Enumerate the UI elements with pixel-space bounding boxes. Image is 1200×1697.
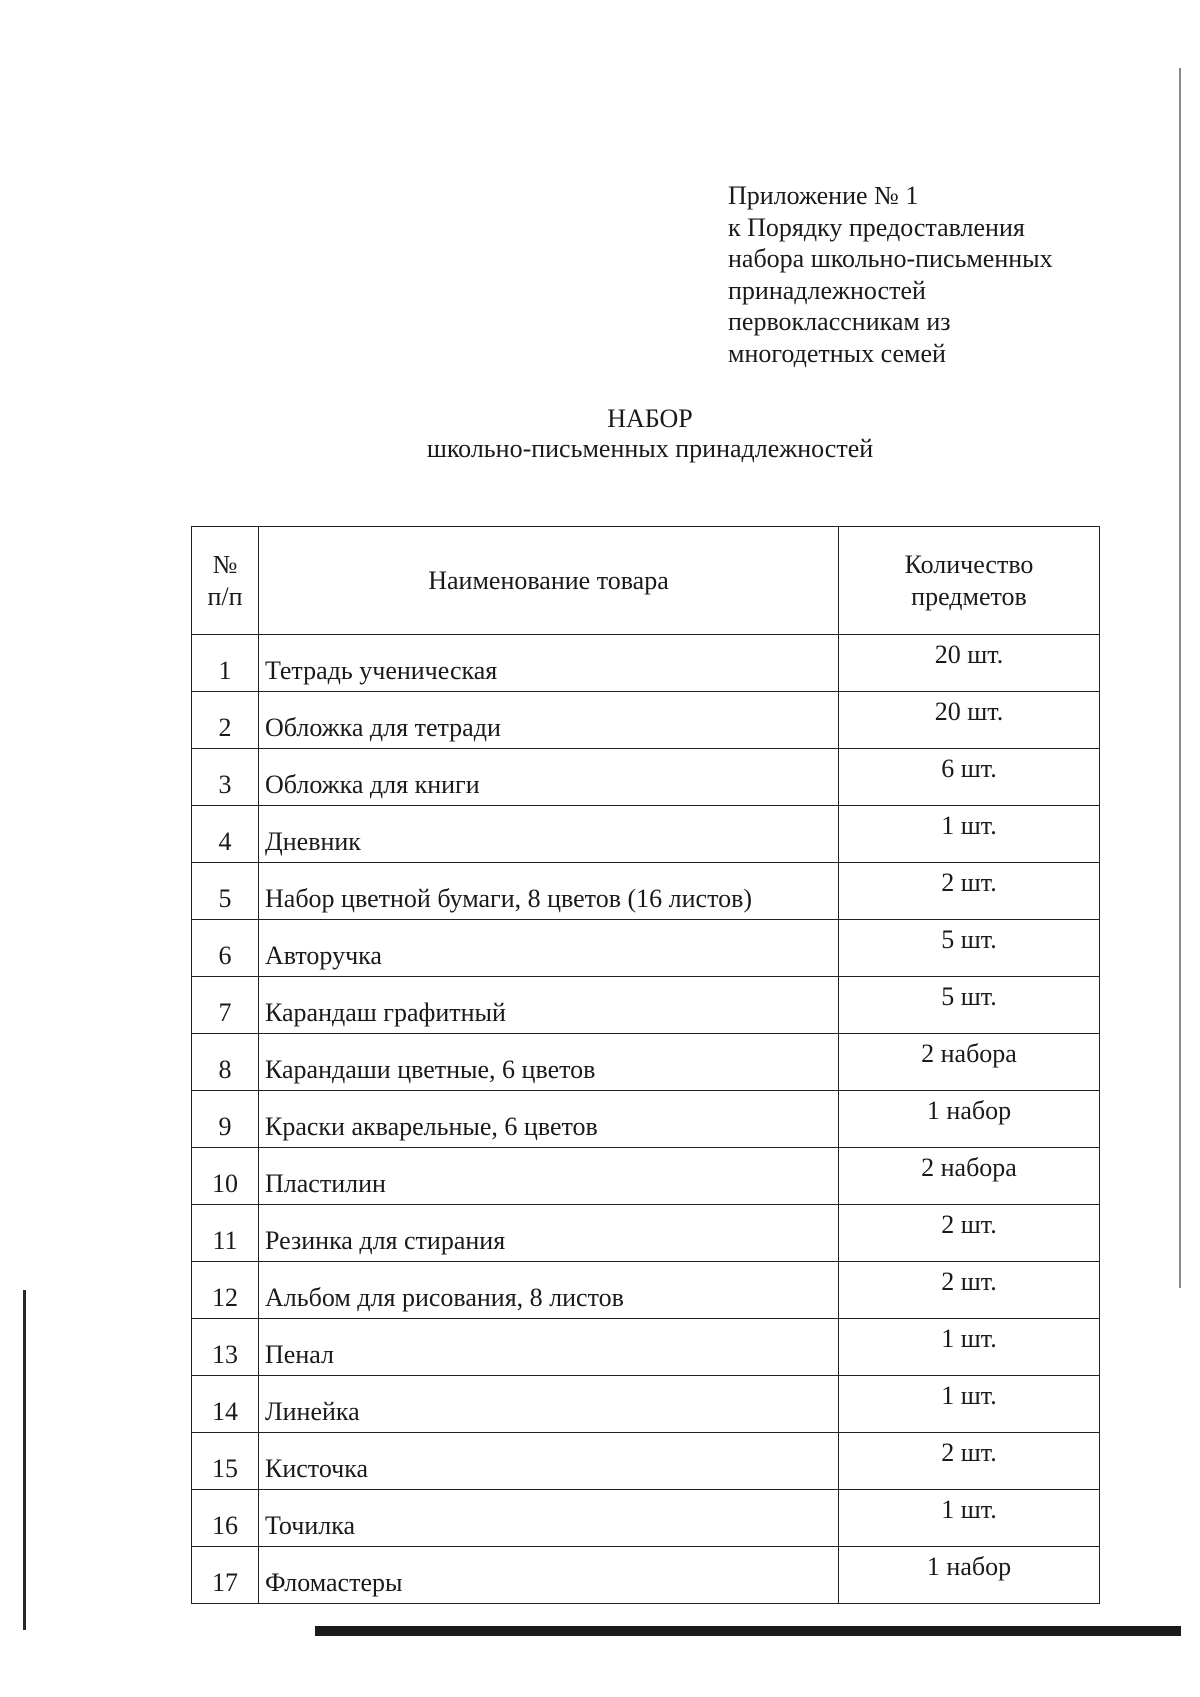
table-row — [192, 749, 1100, 806]
table-row — [192, 1490, 1100, 1547]
table-row — [192, 1091, 1100, 1148]
cell-name: Точилка — [259, 1490, 839, 1547]
cell-number: 17 — [192, 1547, 259, 1604]
cell-number: 4 — [192, 806, 259, 863]
cell-quantity: 2 набора — [839, 1148, 1100, 1205]
cell-quantity: 1 шт. — [839, 1319, 1100, 1376]
table-row — [192, 692, 1100, 749]
cell-name: Авторучка — [259, 920, 839, 977]
cell-name: Пенал — [259, 1319, 839, 1376]
cell-number: 13 — [192, 1319, 259, 1376]
cell-quantity: 5 шт. — [839, 977, 1100, 1034]
scan-edge-bar-bottom — [315, 1626, 1181, 1636]
appendix-line: многодетных семей — [728, 338, 946, 368]
cell-quantity: 2 шт. — [839, 1433, 1100, 1490]
cell-number: 14 — [192, 1376, 259, 1433]
cell-quantity: 20 шт. — [839, 692, 1100, 749]
cell-quantity: 1 шт. — [839, 1376, 1100, 1433]
header-number-line: № — [212, 549, 238, 579]
cell-number: 7 — [192, 977, 259, 1034]
cell-name: Тетрадь ученическая — [259, 635, 839, 692]
cell-name: Краски акварельные, 6 цветов — [259, 1091, 839, 1148]
cell-number: 12 — [192, 1262, 259, 1319]
header-number-line: п/п — [207, 581, 243, 611]
cell-name: Карандаш графитный — [259, 977, 839, 1034]
cell-number: 5 — [192, 863, 259, 920]
cell-name: Обложка для книги — [259, 749, 839, 806]
document-subtitle: школьно-письменных принадлежностей — [426, 434, 874, 463]
header-quantity-line: предметов — [911, 581, 1027, 611]
cell-number: 2 — [192, 692, 259, 749]
cell-quantity: 2 шт. — [839, 863, 1100, 920]
table-row — [192, 1319, 1100, 1376]
appendix-block — [728, 180, 1053, 369]
table-row — [192, 920, 1100, 977]
cell-name: Пластилин — [259, 1148, 839, 1205]
cell-number: 15 — [192, 1433, 259, 1490]
scan-edge-line-right — [1179, 68, 1181, 1288]
cell-quantity: 1 набор — [839, 1547, 1100, 1604]
table-row — [192, 977, 1100, 1034]
cell-number: 10 — [192, 1148, 259, 1205]
cell-name: Фломастеры — [259, 1547, 839, 1604]
header-name: Наименование товара — [259, 527, 839, 635]
cell-name: Альбом для рисования, 8 листов — [259, 1262, 839, 1319]
cell-name: Резинка для стирания — [259, 1205, 839, 1262]
table-row — [192, 635, 1100, 692]
table-row — [192, 1433, 1100, 1490]
appendix-line: набора школьно-письменных — [728, 244, 1053, 273]
table-row — [192, 1262, 1100, 1319]
cell-name: Набор цветной бумаги, 8 цветов (16 листов) — [259, 863, 839, 920]
cell-number: 6 — [192, 920, 259, 977]
table-row — [192, 1148, 1100, 1205]
appendix-line: первоклассникам из — [728, 307, 951, 336]
cell-number: 3 — [192, 749, 259, 806]
cell-name: Обложка для тетради — [259, 692, 839, 749]
cell-quantity: 2 набора — [839, 1034, 1100, 1091]
scan-edge-line-left — [23, 1290, 26, 1630]
document-title: НАБОР — [607, 404, 693, 433]
table-row — [192, 1547, 1100, 1604]
header-quantity — [839, 527, 1100, 635]
cell-name: Дневник — [259, 806, 839, 863]
table-header-row — [192, 527, 1100, 635]
cell-quantity: 1 шт. — [839, 806, 1100, 863]
cell-quantity: 1 шт. — [839, 1490, 1100, 1547]
cell-number: 16 — [192, 1490, 259, 1547]
cell-quantity: 20 шт. — [839, 635, 1100, 692]
table-row — [192, 1034, 1100, 1091]
table-row — [192, 1205, 1100, 1262]
table-row — [192, 863, 1100, 920]
table-row — [192, 806, 1100, 863]
cell-number: 11 — [192, 1205, 259, 1262]
cell-name: Линейка — [259, 1376, 839, 1433]
appendix-line: принадлежностей — [728, 275, 926, 305]
header-number — [192, 527, 259, 635]
cell-number: 9 — [192, 1091, 259, 1148]
cell-number: 1 — [192, 635, 259, 692]
appendix-line: к Порядку предоставления — [728, 212, 1025, 242]
cell-quantity: 2 шт. — [839, 1205, 1100, 1262]
cell-quantity: 6 шт. — [839, 749, 1100, 806]
items-table — [191, 526, 1100, 1604]
cell-name: Кисточка — [259, 1433, 839, 1490]
appendix-line: Приложение № 1 — [728, 181, 919, 210]
table-row — [192, 1376, 1100, 1433]
header-quantity-line: Количество — [904, 549, 1034, 579]
cell-quantity: 5 шт. — [839, 920, 1100, 977]
cell-number: 8 — [192, 1034, 259, 1091]
cell-quantity: 2 шт. — [839, 1262, 1100, 1319]
cell-name: Карандаши цветные, 6 цветов — [259, 1034, 839, 1091]
cell-quantity: 1 набор — [839, 1091, 1100, 1148]
